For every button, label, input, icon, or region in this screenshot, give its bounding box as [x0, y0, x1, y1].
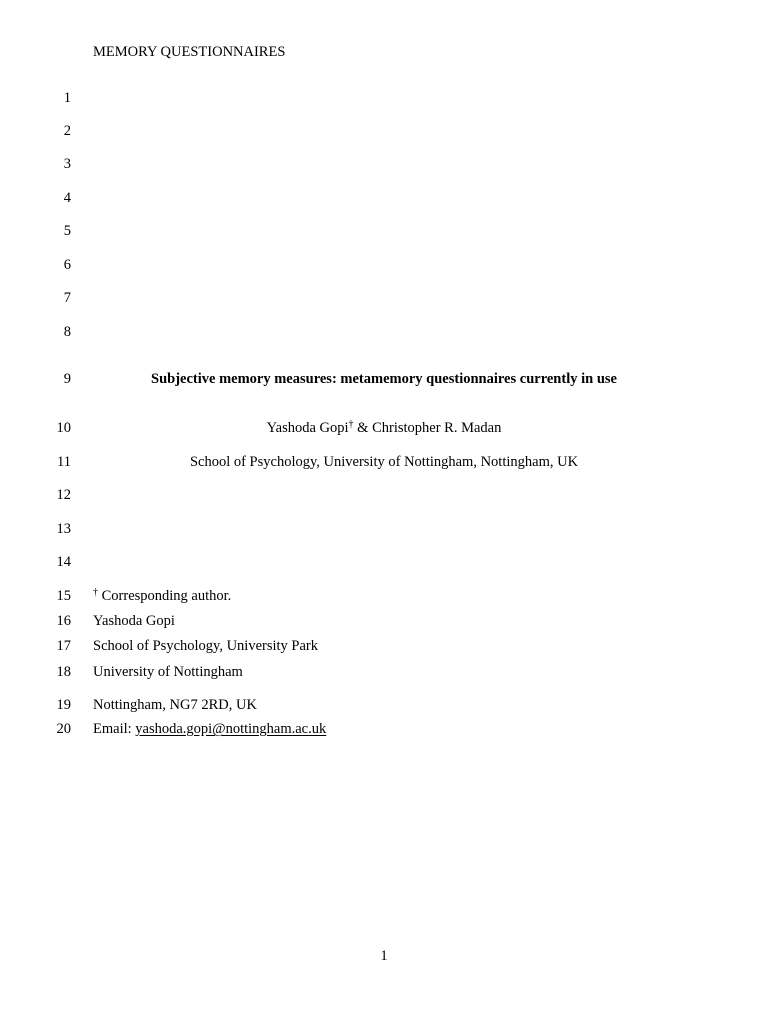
email-label: Email:	[93, 721, 136, 737]
line-number: 3	[63, 156, 71, 172]
line-number: 12	[56, 487, 71, 503]
line-number: 10	[56, 420, 71, 436]
line-number: 8	[63, 324, 71, 340]
line-number: 18	[56, 664, 71, 680]
email-link[interactable]: yashoda.gopi@nottingham.ac.uk	[135, 721, 327, 737]
line-number: 1	[63, 90, 71, 106]
line-number: 11	[57, 454, 71, 470]
correspondence-address-line: School of Psychology, University Park	[93, 638, 319, 654]
correspondence-address-line: Nottingham, NG7 2RD, UK	[93, 697, 257, 713]
dagger-mark: †	[348, 419, 354, 430]
line-number: 14	[56, 554, 71, 570]
line-number: 5	[63, 223, 71, 239]
line-number: 4	[63, 190, 71, 206]
line-number: 13	[56, 521, 71, 537]
page-number: 1	[380, 948, 388, 964]
line-number: 17	[56, 638, 71, 654]
line-number: 7	[63, 290, 71, 306]
running-head: MEMORY QUESTIONNAIRES	[93, 44, 286, 60]
correspondence-address-line: University of Nottingham	[93, 664, 243, 680]
author-line	[0, 419, 768, 437]
line-number: 9	[63, 371, 71, 387]
correspondence-name: Yashoda Gopi	[93, 613, 175, 629]
affiliation: School of Psychology, University of Nottingham, Nottingham, UK	[189, 454, 579, 470]
line-number: 15	[56, 588, 71, 604]
other-authors: & Christopher R. Madan	[353, 420, 502, 436]
corresponding-author-label: Corresponding author.	[98, 588, 232, 604]
dagger-mark: †	[93, 587, 98, 598]
line-number: 16	[56, 613, 71, 629]
line-number: 2	[63, 123, 71, 139]
corresponding-author-note	[93, 587, 231, 605]
line-number: 19	[56, 697, 71, 713]
first-author: Yashoda Gopi	[266, 420, 349, 436]
line-number: 6	[63, 257, 71, 273]
line-number: 20	[56, 721, 71, 737]
paper-title: Subjective memory measures: metamemory questionnaires currently in use	[151, 371, 617, 387]
email-line	[93, 720, 326, 738]
